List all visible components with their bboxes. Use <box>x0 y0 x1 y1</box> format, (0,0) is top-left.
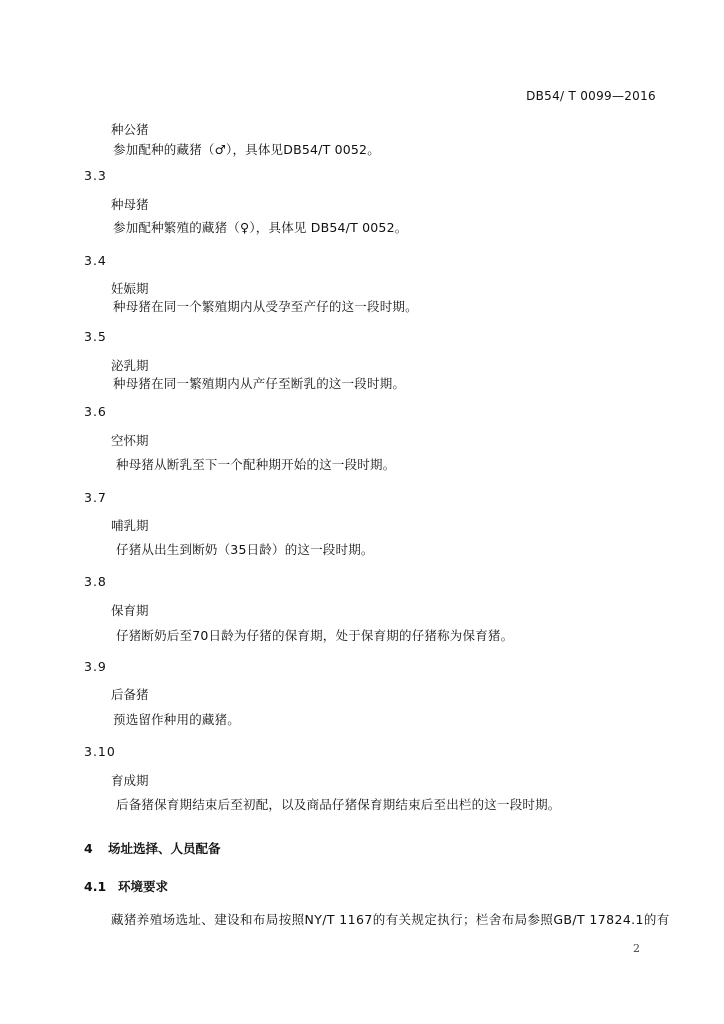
section-title: 场址选择、人员配备 <box>108 841 221 856</box>
standard-code-header: DB54/ T 0099—2016 <box>526 89 656 103</box>
term-name-nursery: 保育期 <box>111 603 149 618</box>
term-definition-growing-period: 后备猪保育期结束后至初配，以及商品仔猪保育期结束后至出栏的这一段时期。 <box>116 797 561 812</box>
term-name-lactation: 泌乳期 <box>111 358 149 373</box>
term-definition-replacement-pig: 预选留作种用的藏猪。 <box>113 712 241 727</box>
term-name-growing-period: 育成期 <box>111 773 149 788</box>
clause-number-3-5: 3.5 <box>84 329 107 344</box>
body-paragraph: 藏猪养殖场选址、建设和布局按照NY/T 1167的有关规定执行；栏舍布局参照GB/T 17824.1的有 <box>111 912 670 927</box>
subsection-number: 4.1 <box>84 879 107 894</box>
term-name-replacement-pig: 后备猪 <box>111 687 149 702</box>
term-definition-nursery: 仔猪断奶后至70日龄为仔猪的保育期，处于保育期的仔猪称为保育猪。 <box>116 628 514 643</box>
term-definition-sow: 参加配种繁殖的藏猪（♀），具体见 DB54/T 0052。 <box>113 220 408 235</box>
clause-number-3-4: 3.4 <box>84 253 107 268</box>
term-name-sow: 种母猪 <box>111 197 149 212</box>
section-heading-4 <box>84 839 221 857</box>
clause-number-3-3: 3.3 <box>84 168 107 183</box>
term-definition-lactation: 种母猪在同一繁殖期内从产仔至断乳的这一段时期。 <box>113 376 406 391</box>
clause-number-3-8: 3.8 <box>84 574 107 589</box>
clause-number-3-7: 3.7 <box>84 490 107 505</box>
term-definition-empty-period: 种母猪从断乳至下一个配种期开始的这一段时期。 <box>116 457 396 472</box>
term-name-suckling: 哺乳期 <box>111 518 149 533</box>
page-number: 2 <box>633 942 640 955</box>
term-name-boar: 种公猪 <box>111 122 149 137</box>
subsection-title: 环境要求 <box>118 879 169 894</box>
section-number: 4 <box>84 841 93 856</box>
term-name-gestation: 妊娠期 <box>111 281 149 296</box>
clause-number-3-10: 3.10 <box>84 744 116 759</box>
section-heading-4-1 <box>84 877 168 895</box>
term-definition-boar: 参加配种的藏猪（♂），具体见DB54/T 0052。 <box>113 142 380 157</box>
term-definition-suckling: 仔猪从出生到断奶（35日龄）的这一段时期。 <box>116 542 374 557</box>
term-name-empty-period: 空怀期 <box>111 433 149 448</box>
clause-number-3-6: 3.6 <box>84 404 107 419</box>
clause-number-3-9: 3.9 <box>84 659 107 674</box>
term-definition-gestation: 种母猪在同一个繁殖期内从受孕至产仔的这一段时期。 <box>113 299 418 314</box>
